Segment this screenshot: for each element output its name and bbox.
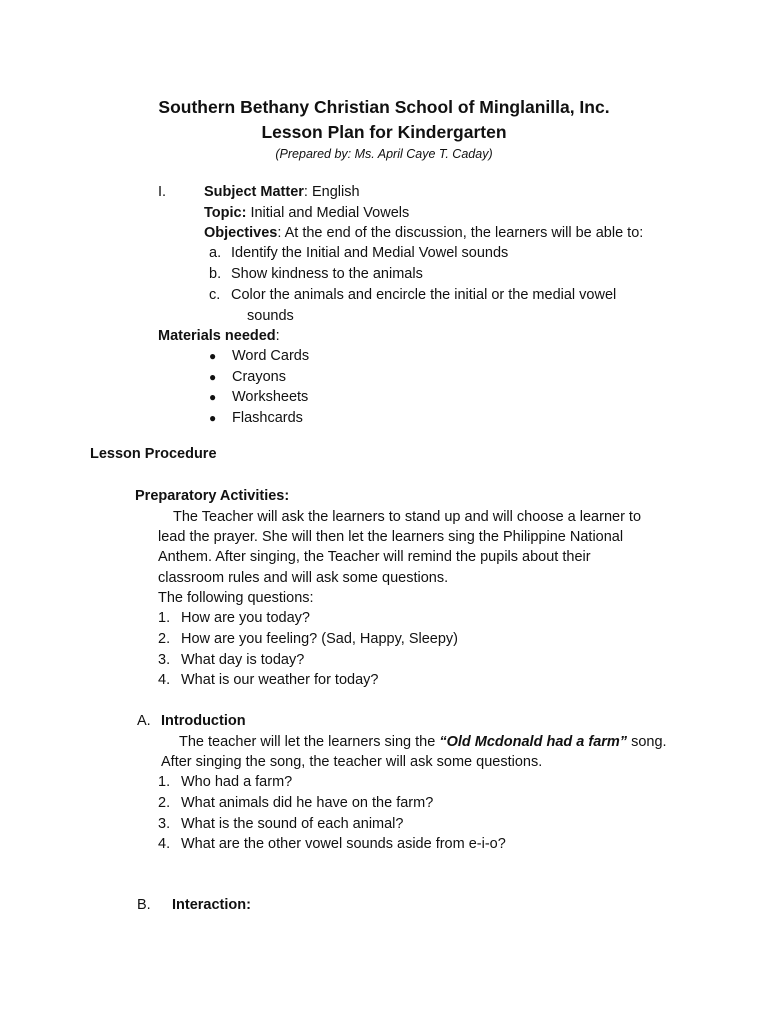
paragraph-line: Anthem. After singing, the Teacher will remind the pupils about their	[158, 549, 591, 565]
topic-label: Topic:	[204, 205, 247, 221]
question-item: What are the other vowel sounds aside from e-i-o?	[181, 836, 506, 852]
objectives-line	[204, 223, 643, 243]
material-item: Flashcards	[232, 410, 303, 426]
question-number: 4.	[158, 672, 171, 688]
question-number: 4.	[158, 836, 171, 852]
question-number: 1.	[158, 774, 171, 790]
section-letter: A.	[137, 713, 151, 729]
lesson-plan-title: Lesson Plan for Kindergarten	[261, 122, 507, 142]
topic-line	[204, 203, 409, 223]
question-item: Who had a farm?	[181, 774, 293, 790]
paragraph-line: lead the prayer. She will then let the learners sing the Philippine National	[158, 529, 624, 545]
objectives-label: Objectives	[204, 225, 278, 241]
objective-marker: c.	[209, 287, 221, 303]
question-number: 2.	[158, 631, 171, 647]
objectives-value: : At the end of the discussion, the learners will be able to:	[277, 225, 644, 241]
objective-marker: a.	[209, 245, 222, 261]
section-letter: B.	[137, 897, 151, 913]
materials-heading: Materials needed:	[158, 328, 280, 344]
objective-marker: b.	[209, 266, 222, 282]
objective-item: Show kindness to the animals	[231, 266, 423, 282]
materials-label: Materials needed	[158, 328, 276, 344]
bullet-icon: ●	[209, 411, 217, 425]
objective-item: Color the animals and encircle the initial or the medial vowel	[231, 287, 617, 303]
paragraph-line: The following questions:	[158, 590, 314, 606]
introduction-line: The teacher will let the learners sing the “Old Mcdonald had a farm” song.	[179, 734, 667, 750]
bullet-icon: ●	[209, 390, 217, 404]
lesson-procedure-heading: Lesson Procedure	[90, 446, 217, 462]
introduction-heading: Introduction	[161, 713, 246, 729]
topic-value: Initial and Medial Vowels	[246, 205, 410, 221]
subject-label: Subject Matter	[204, 184, 304, 200]
preparatory-heading: Preparatory Activities:	[135, 488, 290, 504]
material-item: Worksheets	[232, 389, 309, 405]
paragraph-line: classroom rules and will ask some questions.	[158, 570, 449, 586]
school-name: Southern Bethany Christian School of Minglanilla, Inc.	[158, 97, 610, 117]
question-number: 1.	[158, 610, 171, 626]
introduction-line: After singing the song, the teacher will ask some questions.	[161, 754, 543, 770]
question-item: What is our weather for today?	[181, 672, 379, 688]
song-title: “Old Mcdonald had a farm”	[439, 734, 628, 750]
prepared-by: (Prepared by: Ms. April Caye T. Caday)	[275, 147, 493, 161]
question-item: What is the sound of each animal?	[181, 816, 404, 832]
interaction-heading: Interaction:	[172, 897, 251, 913]
objective-item: Identify the Initial and Medial Vowel sounds	[231, 245, 509, 261]
question-number: 2.	[158, 795, 171, 811]
question-item: How are you today?	[181, 610, 310, 626]
question-item: What day is today?	[181, 652, 305, 668]
bullet-icon: ●	[209, 370, 217, 384]
bullet-icon: ●	[209, 349, 217, 363]
material-item: Crayons	[232, 369, 286, 385]
paragraph-line: The Teacher will ask the learners to stand up and will choose a learner to	[173, 509, 642, 525]
material-item: Word Cards	[232, 348, 310, 364]
question-number: 3.	[158, 816, 171, 832]
section-numeral: I.	[158, 184, 167, 200]
question-item: How are you feeling? (Sad, Happy, Sleepy)	[181, 631, 458, 647]
subject-value: : English	[303, 184, 360, 200]
question-number: 3.	[158, 652, 171, 668]
objective-item-continued: sounds	[247, 308, 294, 324]
question-item: What animals did he have on the farm?	[181, 795, 434, 811]
subject-matter-line	[204, 182, 360, 202]
